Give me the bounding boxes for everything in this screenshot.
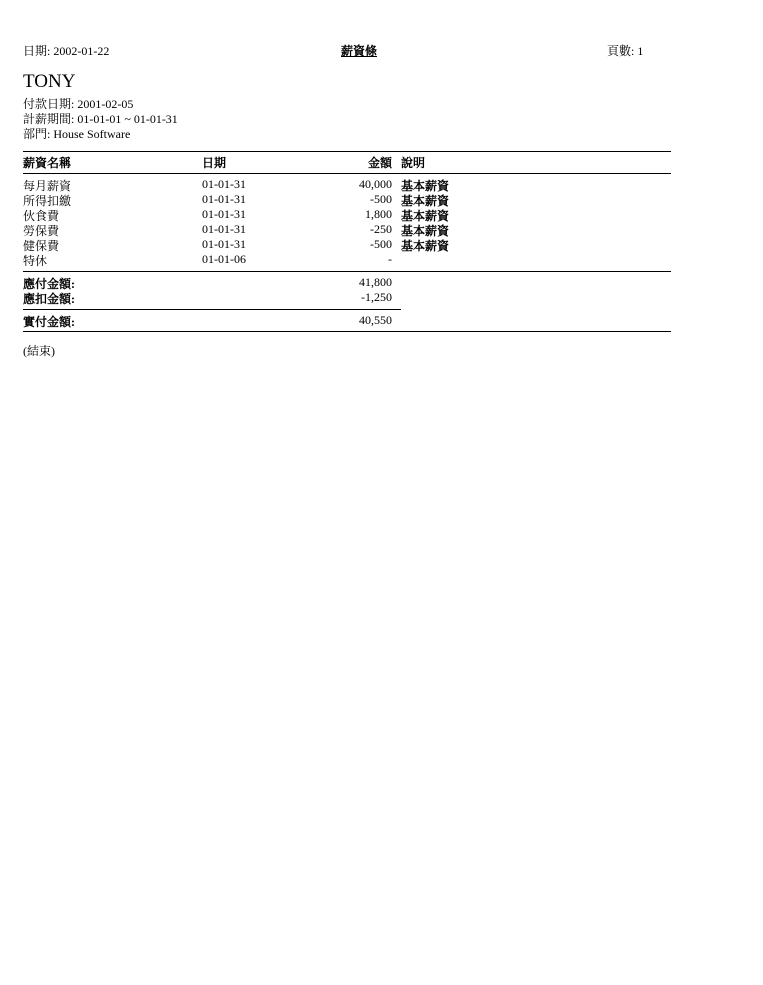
report-date: 日期: 2002-01-22 [23,44,110,58]
item-name: 伙食費 [23,209,60,223]
item-name: 勞保費 [23,224,60,238]
table-row [0,252,763,267]
column-header-description: 說明 [401,156,426,170]
table-row [0,222,763,237]
deduction-label: 應扣金額: [23,292,75,306]
page-number: 頁數: 1 [607,44,644,58]
pay-period: 計薪期間: 01-01-01 ~ 01-01-31 [23,112,178,126]
item-description: 基本薪資 [401,194,450,208]
item-amount: - [388,252,392,266]
table-row [0,207,763,222]
column-header-name: 薪資名稱 [23,156,72,170]
net-label: 實付金額: [23,315,75,329]
report-title: 薪資條 [341,44,378,58]
item-amount: -500 [370,237,392,251]
payable-amount: 41,800 [359,275,392,289]
table-row [0,192,763,207]
column-header-amount: 金額 [367,156,392,170]
item-date: 01-01-06 [202,252,246,266]
table-header-rule [23,173,671,174]
table-bottom-rule [23,331,671,332]
rows-bottom-rule [23,271,671,272]
employee-name: TONY [23,71,76,92]
item-date: 01-01-31 [202,237,246,251]
department: 部門: House Software [23,127,131,141]
subtotal-rule [23,309,401,310]
deduction-amount: -1,250 [361,290,392,304]
item-date: 01-01-31 [202,207,246,221]
payable-label: 應付金額: [23,277,75,291]
item-amount: 1,800 [365,207,392,221]
item-date: 01-01-31 [202,222,246,236]
item-name: 每月薪資 [23,179,72,193]
table-row [0,237,763,252]
item-description: 基本薪資 [401,179,450,193]
end-note: (結束) [23,344,55,358]
column-header-date: 日期 [202,156,227,170]
item-amount: 40,000 [359,177,392,191]
item-description: 基本薪資 [401,224,450,238]
item-amount: -500 [370,192,392,206]
item-name: 特休 [23,254,48,268]
item-amount: -250 [370,222,392,236]
item-date: 01-01-31 [202,177,246,191]
table-row [0,177,763,192]
table-top-rule [23,151,671,152]
item-name: 所得扣繳 [23,194,72,208]
net-amount: 40,550 [359,313,392,327]
item-name: 健保費 [23,239,60,253]
item-description: 基本薪資 [401,239,450,253]
item-date: 01-01-31 [202,192,246,206]
item-description: 基本薪資 [401,209,450,223]
pay-date: 付款日期: 2001-02-05 [23,97,134,111]
